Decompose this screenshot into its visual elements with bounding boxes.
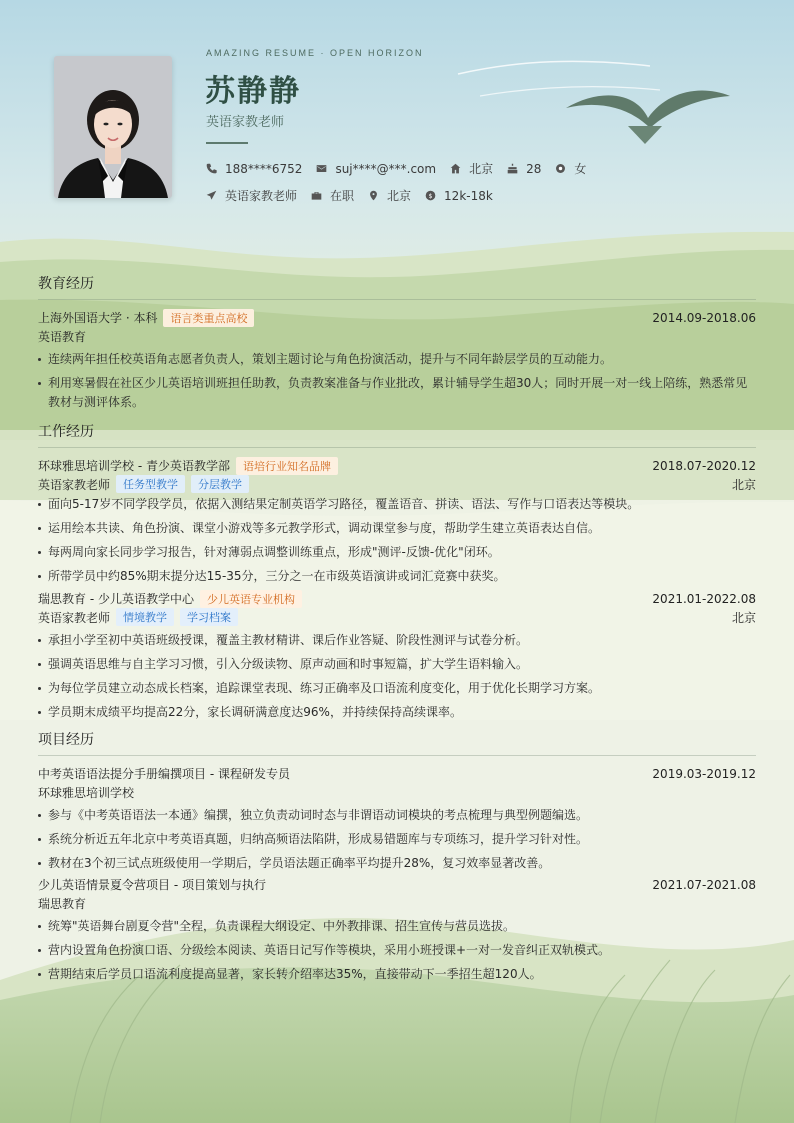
section-title: 项目经历 (38, 729, 756, 756)
company-badge: 少儿英语专业机构 (200, 590, 302, 608)
skill-tag: 情境教学 (116, 608, 174, 626)
salary-icon (425, 190, 436, 201)
projects-section (38, 729, 756, 984)
briefcase-icon (311, 190, 322, 201)
work-section (38, 421, 756, 722)
education-bullets (38, 350, 756, 412)
gender-value: 女 (574, 162, 587, 176)
status-item (311, 187, 354, 204)
work-city: 北京 (731, 477, 756, 492)
list-item: 营内设置角色扮演口语、分级绘本阅读、英语日记写作等模块，采用小班授课+一对一发音纠正双轨模式。 (38, 941, 756, 960)
gender-icon (555, 163, 566, 174)
accent-divider (206, 142, 248, 144)
education-sub (38, 327, 756, 345)
work-entry-head (38, 456, 756, 475)
age-value: 28 (526, 161, 542, 176)
project-org: 环球雅思培训学校 (38, 785, 135, 800)
candidate-role: 英语家教老师 (206, 115, 285, 130)
intent-salary: 12k-18k (444, 188, 493, 203)
project-name: 中考英语语法提分手册编撰项目 - 课程研发专员 (38, 767, 290, 781)
hometown-value: 北京 (469, 162, 494, 176)
list-item: 强调英语思维与自主学习习惯，引入分级读物、原声动画和时事短篇，扩大学生语料输入。 (38, 655, 756, 674)
project-entry-head (38, 875, 756, 894)
cake-icon (507, 163, 518, 174)
project-sub (38, 783, 756, 801)
svg-text:$: $ (428, 192, 433, 200)
education-period: 2014.09-2018.06 (652, 310, 756, 325)
school-name: 上海外国语大学 · 本科 (38, 311, 158, 325)
city-item (368, 187, 411, 204)
work-period: 2021.01-2022.08 (652, 591, 756, 606)
send-icon (206, 190, 217, 201)
work-city: 北京 (731, 610, 756, 625)
email-item (316, 162, 436, 176)
list-item: 所带学员中约85%期末提分达15-35分，三分之一在市级英语演讲或词汇竞赛中获奖。 (38, 567, 756, 586)
phone-value: 188****6752 (225, 161, 303, 176)
list-item: 营期结束后学员口语流利度提高显著，家长转介绍率达35%，直接带动下一季招生超120人。 (38, 965, 756, 984)
company-name: 环球雅思培训学校 - 青少英语教学部 (38, 459, 230, 473)
list-item: 为每位学员建立动态成长档案，追踪课堂表现、练习正确率及口语流利度变化，用于优化长期学习方案。 (38, 679, 756, 698)
project-period: 2019.03-2019.12 (652, 766, 756, 781)
list-item: 统筹"英语舞台剧夏令营"全程，负责课程大纲设定、中外教排课、招生宣传与营员选拔。 (38, 917, 756, 936)
mail-icon (316, 163, 327, 174)
company-name: 瑞思教育 - 少儿英语教学中心 (38, 592, 194, 606)
skill-tag: 分层教学 (191, 475, 249, 493)
hometown-item (450, 160, 493, 177)
list-item: 每两周向家长同步学习报告，针对薄弱点调整训练重点，形成"测评-反馈-优化"闭环。 (38, 543, 756, 562)
age-item (507, 162, 541, 176)
education-section (38, 273, 756, 412)
gender-item (555, 160, 586, 177)
intent-position: 英语家教老师 (225, 189, 298, 203)
home-icon (450, 163, 461, 174)
work-sub (38, 475, 756, 493)
work-bullets (38, 631, 756, 722)
work-bullets (38, 495, 756, 586)
phone-icon (206, 163, 217, 174)
avatar-photo (54, 56, 172, 198)
work-entry-head (38, 589, 756, 608)
list-item: 教材在3个初三试点班级使用一学期后，学员语法题正确率平均提升28%，复习效率显著改善。 (38, 854, 756, 873)
list-item: 承担小学至初中英语班级授课，覆盖主教材精讲、课后作业答疑、阶段性测评与试卷分析。 (38, 631, 756, 650)
project-name: 少儿英语情景夏令营项目 - 项目策划与执行 (38, 878, 266, 892)
list-item: 学员期末成绩平均提高22分，家长调研满意度达96%，并持续保持高续课率。 (38, 703, 756, 722)
email-value: suj****@***.com (335, 161, 437, 176)
intent-row (206, 187, 507, 204)
intent-status: 在职 (330, 189, 355, 203)
phone-item (206, 162, 302, 176)
candidate-name: 苏静静 (205, 74, 301, 109)
list-item: 系统分析近五年北京中考英语真题，归纳高频语法陷阱，形成易错题库与专项练习，提升学习针对性。 (38, 830, 756, 849)
list-item: 利用寒暑假在社区少儿英语培训班担任助教，负责教案准备与作业批改，累计辅导学生超30人；同时开展一对一线上陪练，熟悉常见教材与测评体系。 (38, 374, 756, 412)
list-item: 运用绘本共读、角色扮演、课堂小游戏等多元教学形式，调动课堂参与度，帮助学生建立英语表达自信。 (38, 519, 756, 538)
work-period: 2018.07-2020.12 (652, 458, 756, 473)
location-icon (368, 190, 379, 201)
job-title: 英语家教老师 (38, 610, 111, 625)
company-badge: 语培行业知名品牌 (236, 457, 338, 475)
project-period: 2021.07-2021.08 (652, 877, 756, 892)
major-name: 英语教育 (38, 329, 87, 344)
section-title: 教育经历 (38, 273, 756, 300)
education-entry-head (38, 308, 756, 327)
list-item: 连续两年担任校英语角志愿者负责人，策划主题讨论与角色扮演活动，提升与不同年龄层学员的互动能力。 (38, 350, 756, 369)
project-bullets (38, 806, 756, 873)
project-entry-head (38, 764, 756, 783)
project-org: 瑞思教育 (38, 896, 87, 911)
list-item: 参与《中考英语语法一本通》编撰，独立负责动词时态与非谓语动词模块的考点梳理与典型例题编选。 (38, 806, 756, 825)
list-item: 面向5-17岁不同学段学员，依据入测结果定制英语学习路径，覆盖语音、拼读、语法、写作与口语表达等模块。 (38, 495, 756, 514)
section-title: 工作经历 (38, 421, 756, 448)
work-sub (38, 608, 756, 626)
skill-tag: 任务型教学 (116, 475, 185, 493)
project-bullets (38, 917, 756, 984)
skill-tag: 学习档案 (180, 608, 238, 626)
job-title: 英语家教老师 (38, 477, 111, 492)
salary-item (425, 189, 493, 203)
position-item (206, 187, 297, 204)
intent-city: 北京 (387, 189, 412, 203)
project-sub (38, 894, 756, 912)
school-badge: 语言类重点高校 (163, 309, 254, 327)
contact-row (206, 160, 600, 177)
tagline: AMAZING RESUME · OPEN HORIZON (206, 48, 424, 58)
